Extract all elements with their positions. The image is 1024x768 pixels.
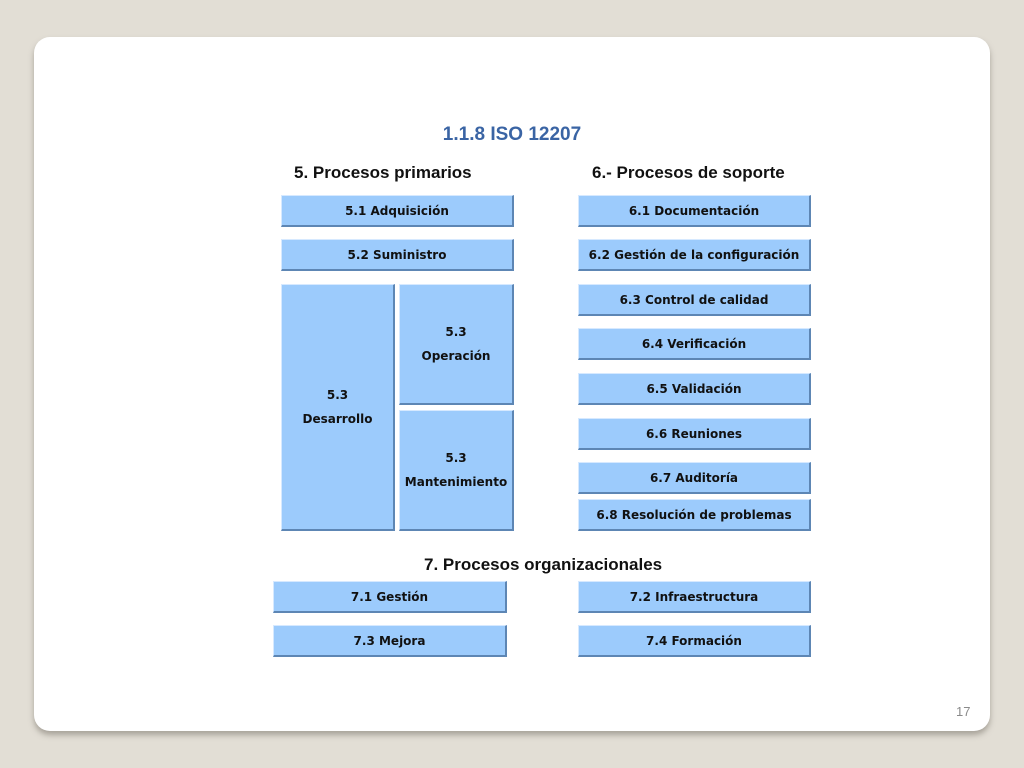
process-box-formacion: 7.4 Formación (578, 625, 811, 657)
process-box-documentacion: 6.1 Documentación (578, 195, 811, 227)
mantenimiento-label: Mantenimiento (404, 475, 508, 489)
operacion-label: Operación (421, 349, 491, 363)
desarrollo-number: 5.3 (326, 388, 349, 402)
process-box-reuniones: 6.6 Reuniones (578, 418, 811, 450)
process-box-mejora: 7.3 Mejora (273, 625, 507, 657)
mantenimiento-number: 5.3 (445, 451, 467, 465)
process-box-gestion: 7.1 Gestión (273, 581, 507, 613)
organizational-processes-heading: 7. Procesos organizacionales (424, 555, 663, 574)
operacion-number: 5.3 (445, 325, 467, 339)
process-box-gestion-configuracion: 6.2 Gestión de la configuración (578, 239, 811, 271)
process-box-validacion: 6.5 Validación (578, 373, 811, 405)
process-box-control-calidad: 6.3 Control de calidad (578, 284, 811, 316)
slide-title: 1.1.8 ISO 12207 (442, 124, 582, 145)
process-box-operacion (399, 284, 514, 405)
process-box-resolucion-problemas: 6.8 Resolución de problemas (578, 499, 811, 531)
process-box-infraestructura: 7.2 Infraestructura (578, 581, 811, 613)
process-box-auditoria: 6.7 Auditoría (578, 462, 811, 494)
process-box-verificacion: 6.4 Verificación (578, 328, 811, 360)
process-box-mantenimiento (399, 410, 514, 531)
process-box-desarrollo (281, 284, 395, 531)
primary-processes-heading: 5. Procesos primarios (294, 163, 472, 182)
slide-number: 17 (956, 704, 971, 719)
support-processes-heading: 6.- Procesos de soporte (592, 163, 785, 182)
process-box-adquisicion: 5.1 Adquisición (281, 195, 514, 227)
process-box-suministro: 5.2 Suministro (281, 239, 514, 271)
desarrollo-label: Desarrollo (302, 412, 373, 426)
